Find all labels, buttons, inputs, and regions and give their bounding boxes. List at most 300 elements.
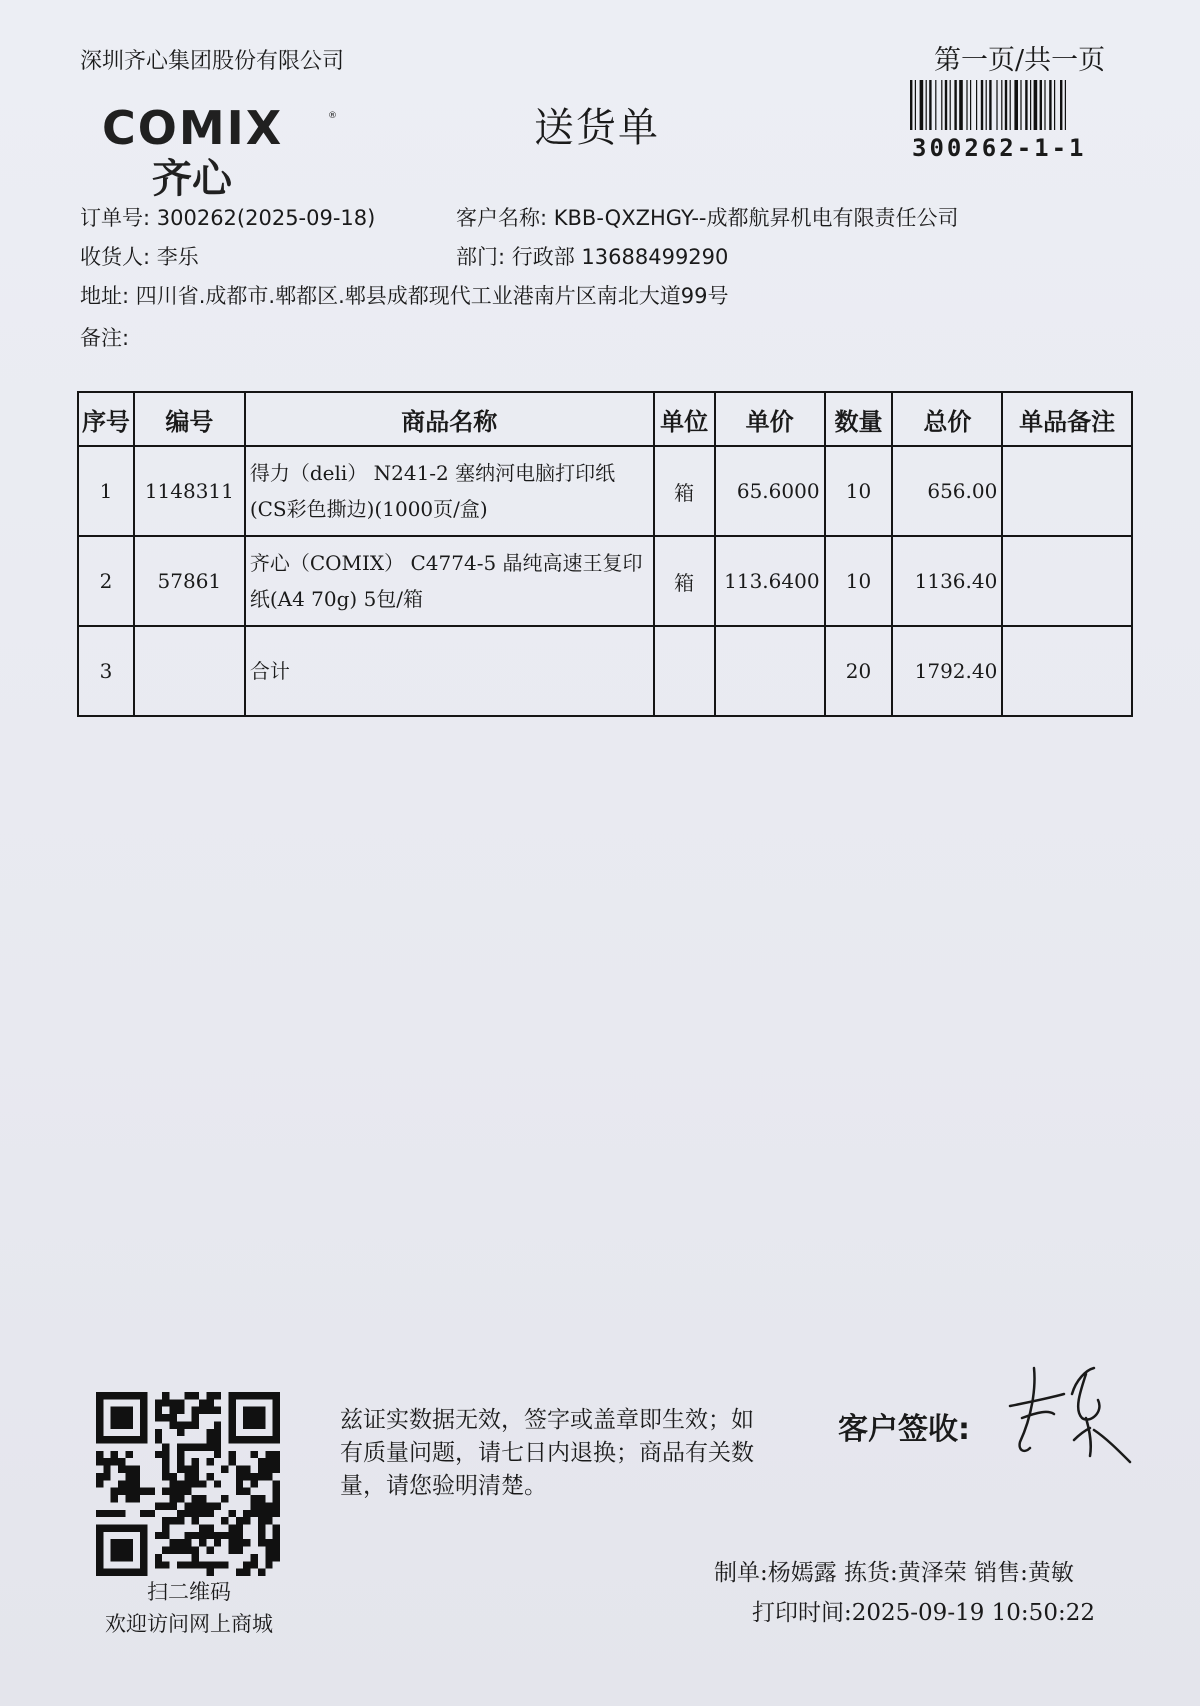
qr-module (265, 1547, 272, 1554)
header-seq: 序号 (78, 392, 134, 446)
qr-module (273, 1532, 280, 1539)
qr-module (214, 1407, 221, 1414)
qr-module (125, 1495, 132, 1502)
qr-module (265, 1517, 272, 1524)
qr-module (243, 1561, 250, 1568)
cell-unit (654, 626, 715, 716)
qr-module (96, 1421, 103, 1428)
qr-module (111, 1495, 118, 1502)
qr-module (192, 1532, 199, 1539)
cell-product-name: 得力（deli） N241-2 塞纳河电脑打印纸(CS彩色撕边)(1000页/盒) (245, 446, 654, 536)
qr-module (265, 1466, 272, 1473)
qr-module (199, 1495, 206, 1502)
qr-caption (80, 1576, 298, 1640)
qr-module (111, 1414, 118, 1421)
qr-module (170, 1488, 177, 1495)
qr-module (228, 1532, 235, 1539)
qr-module (243, 1414, 250, 1421)
qr-module (206, 1532, 213, 1539)
barcode-bar (1010, 80, 1011, 130)
qr-module (273, 1429, 280, 1436)
qr-module (133, 1524, 140, 1531)
qr-module (251, 1392, 258, 1399)
qr-module (199, 1532, 206, 1539)
qr-module (192, 1480, 199, 1487)
qr-module (236, 1392, 243, 1399)
barcode-bar (970, 80, 971, 130)
qr-module (125, 1569, 132, 1576)
qr-module (155, 1532, 162, 1539)
qr-module (236, 1480, 243, 1487)
qr-module (273, 1539, 280, 1546)
qr-module (214, 1539, 221, 1546)
cell-unit-price (715, 626, 825, 716)
qr-module (258, 1524, 265, 1531)
barcode-bar (989, 80, 991, 130)
qr-module (96, 1524, 103, 1531)
qr-module (177, 1480, 184, 1487)
qr-module (96, 1399, 103, 1406)
qr-module (192, 1554, 199, 1561)
qr-module (236, 1539, 243, 1546)
qr-module (243, 1436, 250, 1443)
qr-module (258, 1392, 265, 1399)
qr-module (140, 1407, 147, 1414)
qr-module (258, 1539, 265, 1546)
qr-module (133, 1466, 140, 1473)
qr-module (243, 1539, 250, 1546)
qr-module (103, 1458, 110, 1465)
qr-module (265, 1473, 272, 1480)
cell-unit: 箱 (654, 536, 715, 626)
barcode-bar (976, 80, 977, 130)
cell-seq: 1 (78, 446, 134, 536)
qr-module (103, 1473, 110, 1480)
qr-module (243, 1517, 250, 1524)
qr-module (111, 1510, 118, 1517)
qr-module (258, 1517, 265, 1524)
qr-module (258, 1473, 265, 1480)
qr-module (118, 1414, 125, 1421)
qr-module (140, 1421, 147, 1428)
qr-module (177, 1466, 184, 1473)
qr-module (96, 1539, 103, 1546)
qr-module (192, 1407, 199, 1414)
qr-module (206, 1547, 213, 1554)
company-name: 深圳齐心集团股份有限公司 (80, 49, 345, 74)
qr-module (228, 1429, 235, 1436)
qr-module (192, 1392, 199, 1399)
table-row-total (78, 626, 1132, 716)
qr-module (162, 1458, 169, 1465)
qr-module (162, 1473, 169, 1480)
cell-unit-price: 113.6400 (715, 536, 825, 626)
cell-quantity: 10 (825, 536, 893, 626)
barcode-number: 300262-1-1 (912, 134, 1087, 162)
barcode-bar (935, 80, 936, 130)
qr-module (184, 1502, 191, 1509)
qr-module (265, 1451, 272, 1458)
qr-module (162, 1399, 169, 1406)
qr-module (125, 1451, 132, 1458)
qr-module (155, 1561, 162, 1568)
qr-module (199, 1539, 206, 1546)
header-unit-price: 单价 (715, 392, 825, 446)
qr-module (228, 1510, 235, 1517)
barcode-bar (986, 80, 987, 130)
barcode-bar (954, 80, 956, 130)
qr-module (192, 1547, 199, 1554)
qr-module (265, 1436, 272, 1443)
qr-module (133, 1480, 140, 1487)
qr-module (111, 1436, 118, 1443)
qr-module (125, 1488, 132, 1495)
qr-module (140, 1547, 147, 1554)
barcode-bar (1020, 80, 1021, 130)
barcode-bar (996, 80, 997, 130)
qr-module (228, 1399, 235, 1406)
qr-module (140, 1569, 147, 1576)
cell-unit: 箱 (654, 446, 715, 536)
qr-module (236, 1436, 243, 1443)
qr-caption-line-1: 扫二维码 (147, 1580, 231, 1604)
qr-module (192, 1466, 199, 1473)
qr-module (111, 1421, 118, 1428)
qr-module (148, 1488, 155, 1495)
qr-module (96, 1414, 103, 1421)
qr-module (140, 1561, 147, 1568)
qr-module (111, 1392, 118, 1399)
qr-module (214, 1451, 221, 1458)
qr-module (118, 1392, 125, 1399)
qr-module (170, 1502, 177, 1509)
qr-module (192, 1473, 199, 1480)
qr-module (214, 1561, 221, 1568)
qr-module (96, 1569, 103, 1576)
qr-module (206, 1473, 213, 1480)
qr-module (199, 1502, 206, 1509)
qr-module (265, 1561, 272, 1568)
qr-module (273, 1436, 280, 1443)
qr-module (118, 1466, 125, 1473)
qr-module (192, 1458, 199, 1465)
qr-module (243, 1421, 250, 1428)
qr-module (140, 1488, 147, 1495)
qr-module (103, 1466, 110, 1473)
qr-module (162, 1451, 169, 1458)
qr-module (258, 1510, 265, 1517)
qr-module (177, 1488, 184, 1495)
qr-module (184, 1421, 191, 1428)
qr-module (177, 1510, 184, 1517)
address: 地址: 四川省.成都市.郫都区.郫县成都现代工业港南片区南北大道99号 (80, 284, 729, 308)
qr-module (265, 1502, 272, 1509)
qr-module (111, 1524, 118, 1531)
qr-module (96, 1392, 103, 1399)
header-total: 总价 (892, 392, 1002, 446)
qr-module (177, 1561, 184, 1568)
barcode-image (910, 80, 1122, 130)
qr-module (170, 1547, 177, 1554)
barcode-bar (915, 80, 916, 130)
qr-module (177, 1458, 184, 1465)
header-item-note: 单品备注 (1002, 392, 1132, 446)
qr-module (192, 1495, 199, 1502)
qr-module (125, 1436, 132, 1443)
cell-item-note (1002, 446, 1132, 536)
qr-module (206, 1444, 213, 1451)
qr-module (236, 1524, 243, 1531)
qr-module (118, 1458, 125, 1465)
qr-module (162, 1414, 169, 1421)
qr-module (125, 1473, 132, 1480)
qr-module (155, 1407, 162, 1414)
qr-module (228, 1407, 235, 1414)
qr-module (199, 1510, 206, 1517)
qr-module (214, 1436, 221, 1443)
qr-module (96, 1451, 103, 1458)
barcode-bar (1001, 80, 1002, 130)
cell-code (134, 626, 245, 716)
qr-module (273, 1466, 280, 1473)
qr-module (273, 1554, 280, 1561)
qr-module (96, 1458, 103, 1465)
qr-module (221, 1561, 228, 1568)
qr-module (155, 1399, 162, 1406)
qr-module (199, 1407, 206, 1414)
qr-module (206, 1436, 213, 1443)
qr-module (228, 1458, 235, 1465)
qr-module (184, 1539, 191, 1546)
qr-module (273, 1480, 280, 1487)
qr-module (228, 1547, 235, 1554)
qr-module (125, 1539, 132, 1546)
qr-module (140, 1429, 147, 1436)
qr-module (236, 1569, 243, 1576)
qr-module (214, 1502, 221, 1509)
cell-total: 656.00 (892, 446, 1002, 536)
qr-module (184, 1561, 191, 1568)
qr-module (177, 1399, 184, 1406)
qr-module (236, 1517, 243, 1524)
qr-module (184, 1444, 191, 1451)
barcode-bar (981, 80, 983, 130)
barcode-bar (1049, 80, 1051, 130)
qr-module (206, 1399, 213, 1406)
svg-text:®: ® (328, 111, 337, 121)
qr-module (214, 1429, 221, 1436)
barcode-bar (1044, 80, 1045, 130)
header-quantity: 数量 (825, 392, 893, 446)
barcode-bar (910, 80, 912, 130)
qr-module (162, 1561, 169, 1568)
cell-item-note (1002, 536, 1132, 626)
qr-module (265, 1539, 272, 1546)
qr-module (228, 1414, 235, 1421)
qr-module (155, 1436, 162, 1443)
qr-module (170, 1495, 177, 1502)
qr-module (140, 1539, 147, 1546)
cell-seq: 2 (78, 536, 134, 626)
table-row (78, 446, 1132, 536)
customer-name: 客户名称: KBB-QXZHGY--成都航昇机电有限责任公司 (456, 206, 959, 230)
qr-module (170, 1480, 177, 1487)
qr-module (184, 1473, 191, 1480)
qr-module (177, 1421, 184, 1428)
qr-module (125, 1414, 132, 1421)
qr-module (162, 1444, 169, 1451)
qr-module (258, 1532, 265, 1539)
qr-module (140, 1554, 147, 1561)
qr-caption-line-2: 欢迎访问网上商城 (105, 1612, 273, 1636)
qr-module (96, 1547, 103, 1554)
qr-module (170, 1421, 177, 1428)
qr-module (162, 1517, 169, 1524)
qr-module (170, 1414, 177, 1421)
qr-module (273, 1414, 280, 1421)
header-code: 编号 (134, 392, 245, 446)
qr-module (273, 1524, 280, 1531)
qr-module (184, 1466, 191, 1473)
qr-module (184, 1547, 191, 1554)
qr-module (265, 1554, 272, 1561)
barcode-bar (926, 80, 927, 130)
barcode-bar (941, 80, 942, 130)
remark: 备注: (80, 326, 130, 350)
qr-module (199, 1480, 206, 1487)
qr-module (140, 1532, 147, 1539)
qr-module (140, 1436, 147, 1443)
qr-module (170, 1539, 177, 1546)
qr-module (125, 1554, 132, 1561)
qr-module (192, 1517, 199, 1524)
qr-module (177, 1495, 184, 1502)
qr-module (251, 1407, 258, 1414)
receiver-name: 收货人: 李乐 (80, 245, 199, 269)
barcode-bar (966, 80, 967, 130)
qr-module (133, 1473, 140, 1480)
barcode-bar (959, 80, 963, 130)
barcode-bar (1040, 80, 1042, 130)
barcode-bar (929, 80, 931, 130)
qr-module (251, 1554, 258, 1561)
items-table (77, 391, 1133, 717)
qr-module (155, 1554, 162, 1561)
qr-module (133, 1569, 140, 1576)
qr-module (236, 1473, 243, 1480)
qr-module (111, 1407, 118, 1414)
qr-module (118, 1569, 125, 1576)
cell-unit-price: 65.6000 (715, 446, 825, 536)
qr-module (214, 1392, 221, 1399)
qr-module (96, 1480, 103, 1487)
qr-module (170, 1407, 177, 1414)
qr-module (118, 1488, 125, 1495)
qr-module (192, 1444, 199, 1451)
qr-module (273, 1495, 280, 1502)
qr-module (133, 1495, 140, 1502)
qr-module (192, 1561, 199, 1568)
qr-module (236, 1547, 243, 1554)
qr-module (251, 1495, 258, 1502)
svg-text:COMIX: COMIX (102, 101, 284, 155)
qr-module (125, 1392, 132, 1399)
qr-module (118, 1421, 125, 1428)
qr-module (214, 1532, 221, 1539)
cell-total: 1792.40 (892, 626, 1002, 716)
qr-module (236, 1488, 243, 1495)
qr-module (273, 1399, 280, 1406)
qr-module (96, 1554, 103, 1561)
qr-module (111, 1569, 118, 1576)
qr-module (258, 1436, 265, 1443)
qr-module (273, 1421, 280, 1428)
qr-module (177, 1451, 184, 1458)
qr-module (111, 1554, 118, 1561)
qr-module (251, 1421, 258, 1428)
qr-module (162, 1466, 169, 1473)
qr-module (265, 1392, 272, 1399)
qr-module (162, 1488, 169, 1495)
qr-module (199, 1561, 206, 1568)
qr-module (177, 1517, 184, 1524)
qr-module (206, 1502, 213, 1509)
qr-module (170, 1473, 177, 1480)
qr-module (228, 1451, 235, 1458)
qr-module (118, 1554, 125, 1561)
qr-module (243, 1392, 250, 1399)
qr-module (133, 1488, 140, 1495)
qr-module (162, 1532, 169, 1539)
qr-module (258, 1495, 265, 1502)
qr-module (148, 1510, 155, 1517)
qr-module (140, 1399, 147, 1406)
qr-module (184, 1532, 191, 1539)
qr-module (236, 1466, 243, 1473)
qr-module (206, 1458, 213, 1465)
qr-module (103, 1392, 110, 1399)
cell-quantity: 20 (825, 626, 893, 716)
qr-module (273, 1458, 280, 1465)
qr-module (118, 1539, 125, 1546)
qr-module (111, 1451, 118, 1458)
barcode-bar (1030, 80, 1031, 130)
qr-module (192, 1414, 199, 1421)
qr-module (170, 1399, 177, 1406)
qr-module (170, 1517, 177, 1524)
table-header-row (78, 392, 1132, 446)
qr-module (228, 1524, 235, 1531)
qr-module (111, 1547, 118, 1554)
qr-module (96, 1429, 103, 1436)
qr-module (243, 1569, 250, 1576)
qr-module (273, 1510, 280, 1517)
barcode-bar (1034, 80, 1038, 130)
cell-code: 1148311 (134, 446, 245, 536)
qr-module (258, 1421, 265, 1428)
qr-module (111, 1539, 118, 1546)
qr-module (206, 1407, 213, 1414)
qr-module (243, 1473, 250, 1480)
qr-module (177, 1547, 184, 1554)
qr-module (251, 1502, 258, 1509)
qr-module (214, 1480, 221, 1487)
qr-module (162, 1502, 169, 1509)
qr-module (184, 1392, 191, 1399)
order-number: 订单号: 300262(2025-09-18) (80, 206, 376, 230)
barcode-bar (1060, 80, 1062, 130)
qr-module (206, 1429, 213, 1436)
